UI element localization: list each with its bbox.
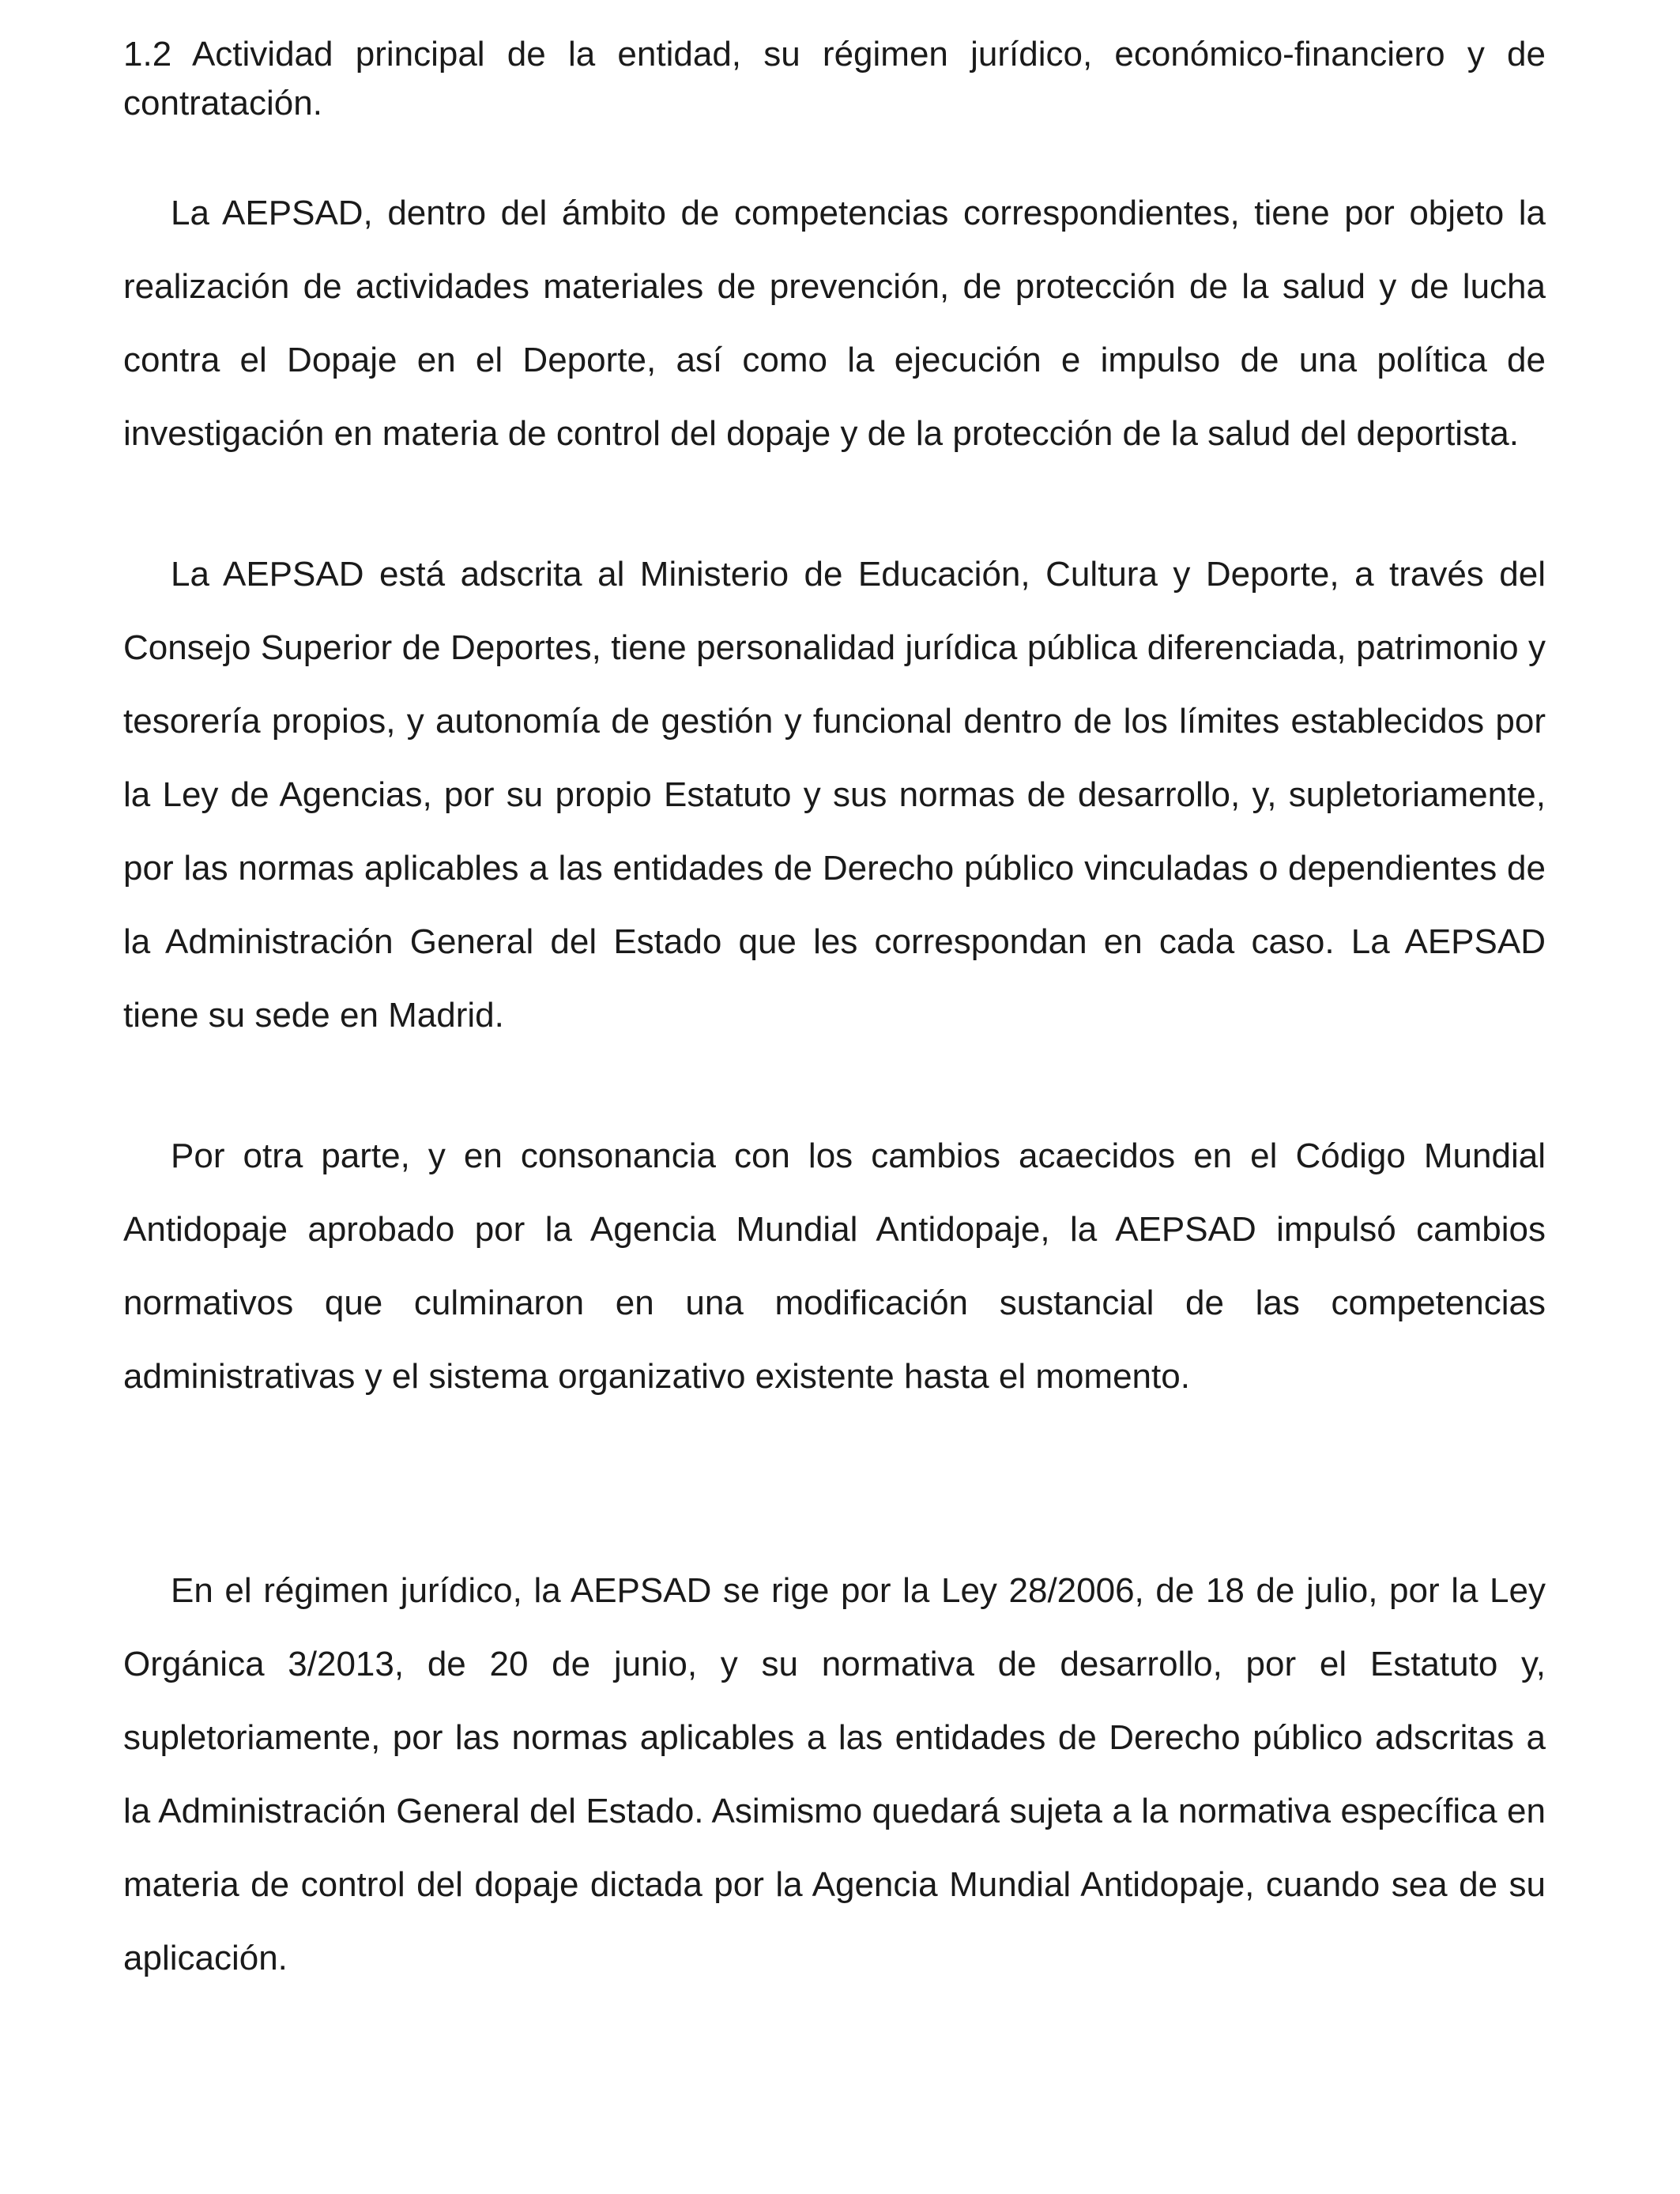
- paragraph-regimen-juridico: En el régimen jurídico, la AEPSAD se rige por la Ley 28/2006, de 18 de julio, por la Ley Orgánica 3/2013, de 20 de junio, y su normativa de desarrollo, por el Estatuto y, supletoriamente, por las normas aplicables a las entidades de Derecho público adscritas a la Administración General del Estado. Asimismo quedará sujeta a la normativa específica en materia de control del dopaje dictada por la Agencia Mundial Antidopaje, cuando sea de su aplicación.: [123, 1571, 1546, 1977]
- paragraph-cambios-normativos: Por otra parte, y en consonancia con los cambios acaecidos en el Código Mundial Antidopaje aprobado por la Agencia Mundial Antidopaje, la AEPSAD impulsó cambios normativos que culminaron en una modificación sustancial de las competencias administrativas y el sistema organizativo existente hasta el momento.: [123, 1137, 1546, 1396]
- section-heading: 1.2 Actividad principal de la entidad, su régimen jurídico, económico-financiero y de contratación.: [123, 35, 1546, 123]
- paragraph-objeto: La AEPSAD, dentro del ámbito de competencias correspondientes, tiene por objeto la realización de actividades materiales de prevención, de protección de la salud y de lucha contra el Dopaje en el Deporte, así como la ejecución e impulso de una política de investigación en materia de control del dopaje y de la protección de la salud del deportista.: [123, 194, 1546, 453]
- document-body: [123, 30, 1546, 1995]
- paragraph-adscripcion: La AEPSAD está adscrita al Ministerio de Educación, Cultura y Deporte, a través del Consejo Superior de Deportes, tiene personalidad jurídica pública diferenciada, patrimonio y tesorería propios, y autonomía de gestión y funcional dentro de los límites establecidos por la Ley de Agencias, por su propio Estatuto y sus normas de desarrollo, y, supletoriamente, por las normas aplicables a las entidades de Derecho público vinculadas o dependientes de la Administración General del Estado que les correspondan en cada caso. La AEPSAD tiene su sede en Madrid.: [123, 555, 1546, 1035]
